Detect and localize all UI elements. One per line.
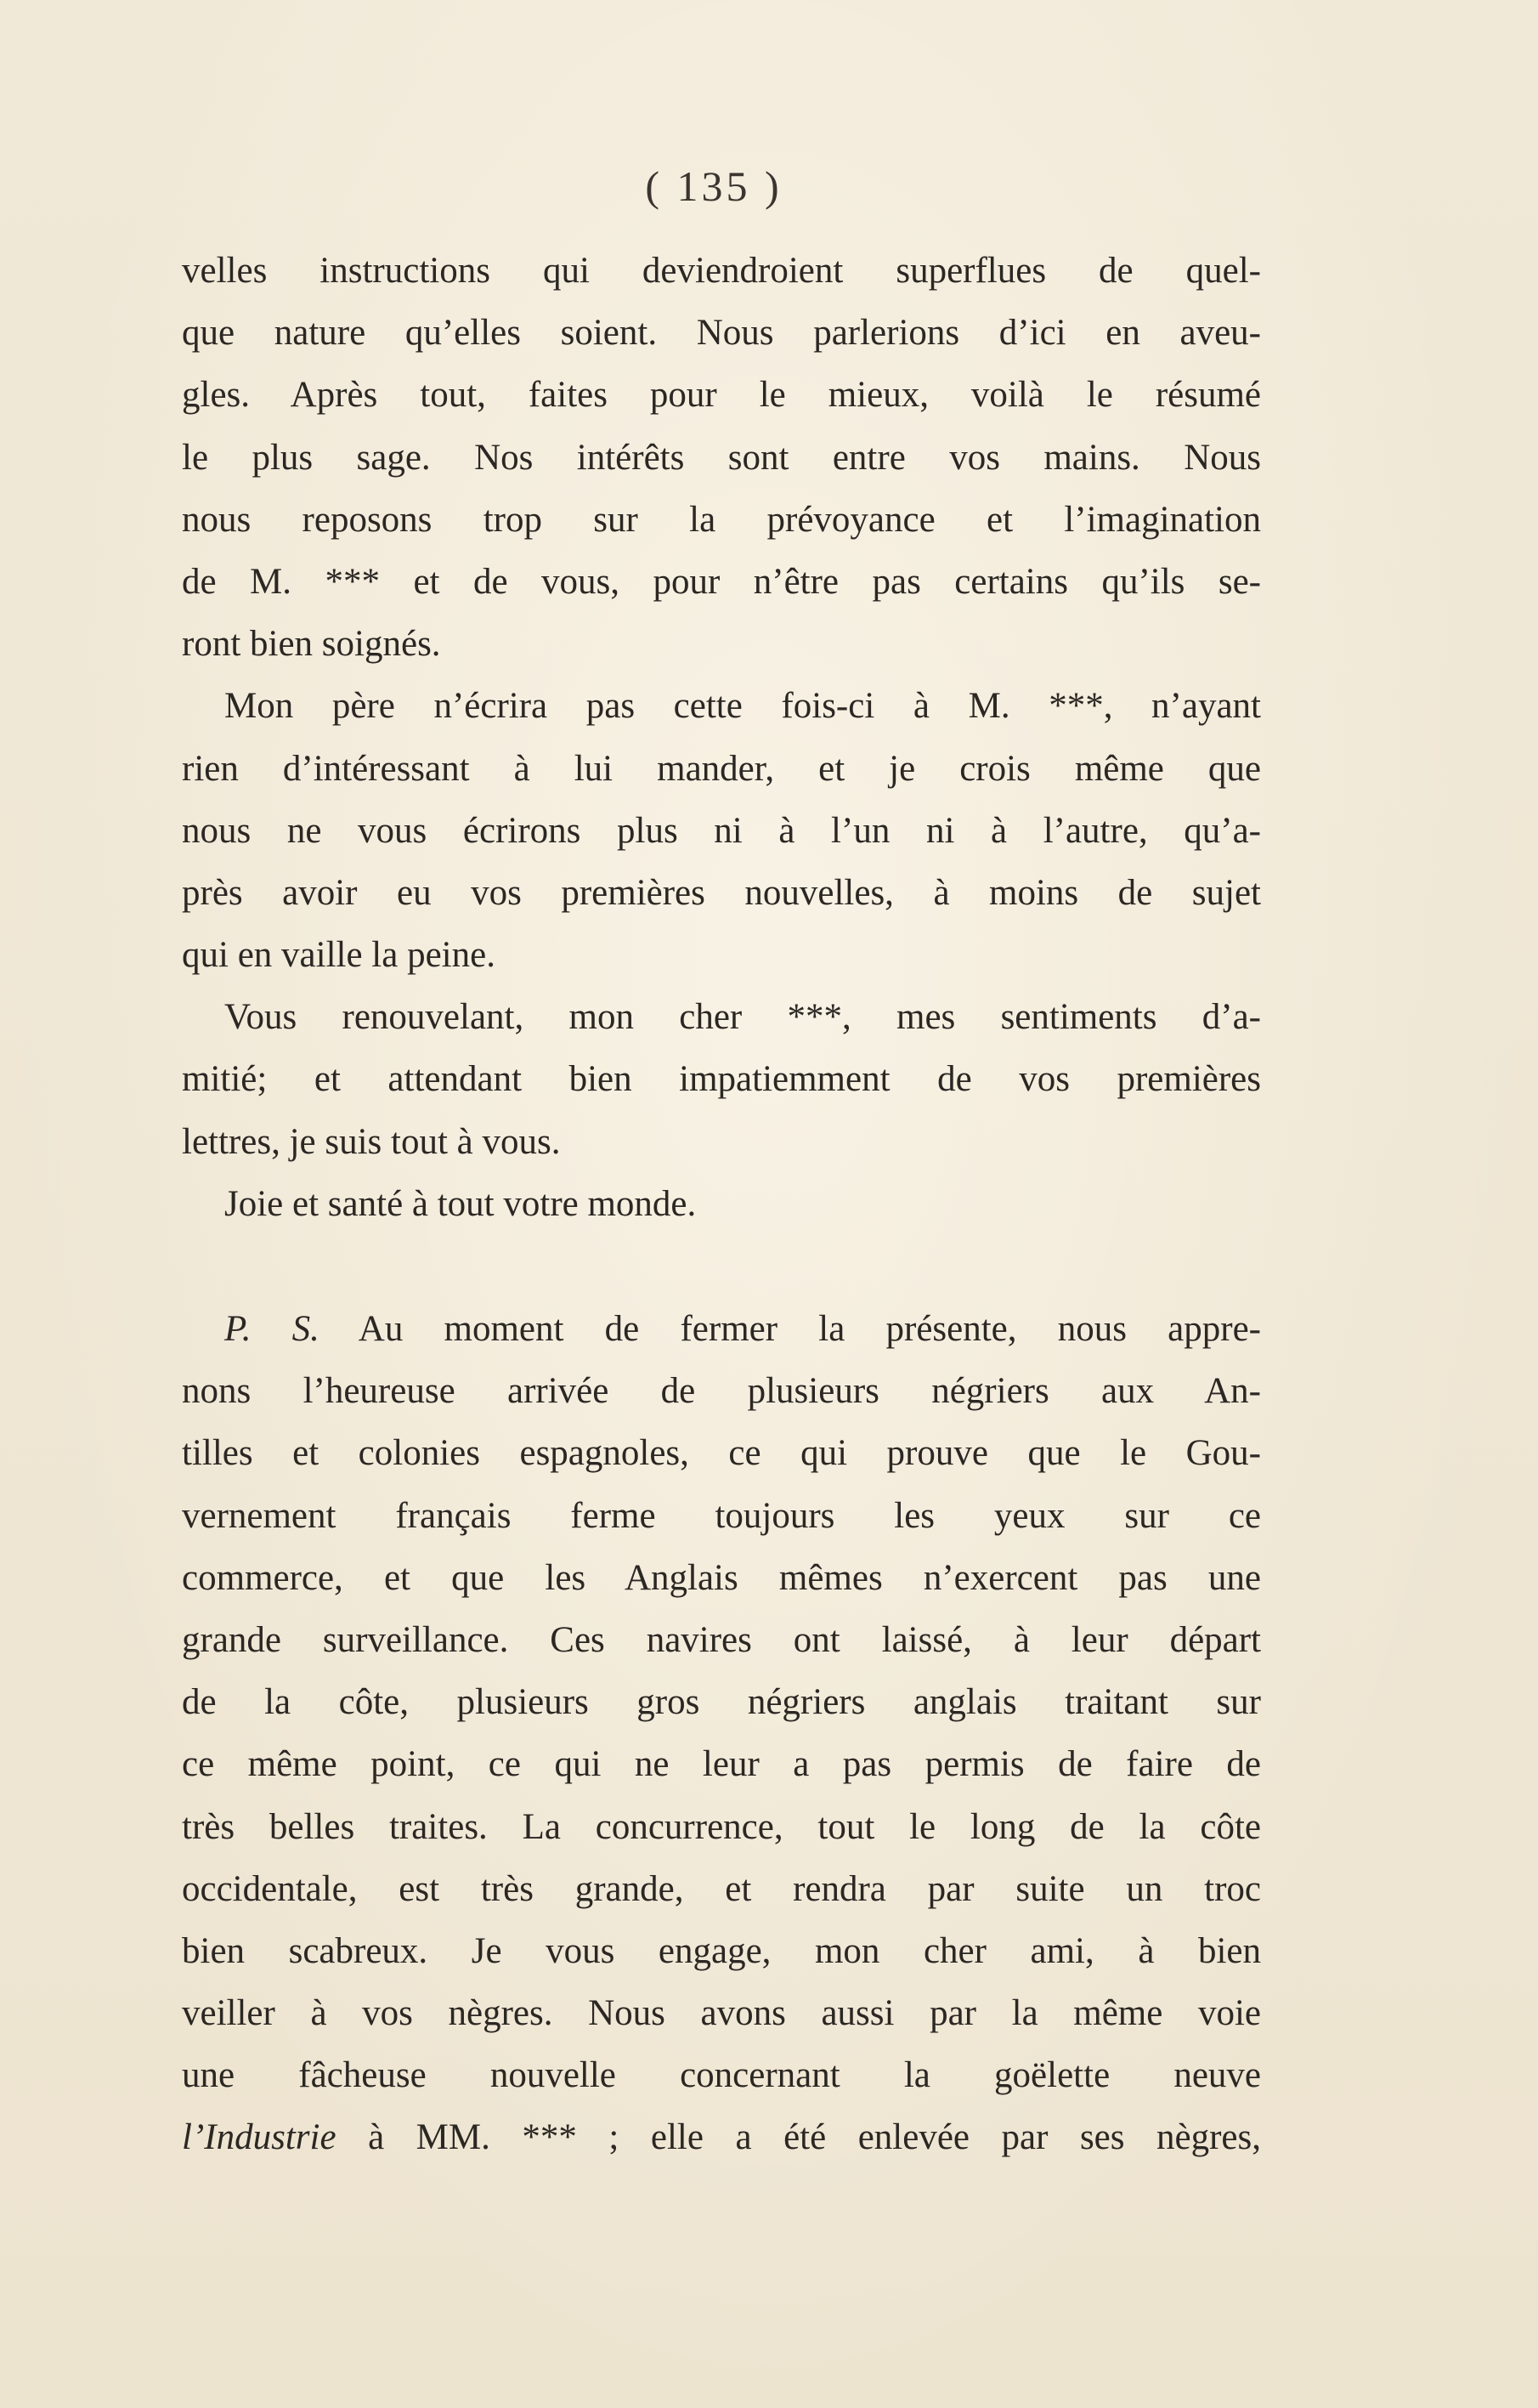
text-line <box>182 1298 1261 1360</box>
ship-name: l’Industrie <box>182 2117 336 2158</box>
text-line <box>182 2106 1261 2168</box>
text-line: le plus sage. Nos intérêts sont entre vos mains. Nous <box>182 437 1261 478</box>
text-line: gles. Après tout, faites pour le mieux, voilà le résumé <box>182 375 1261 416</box>
text-line: veiller à vos nègres. Nous avons aussi par la même voie <box>182 1993 1261 2034</box>
text-line: qui en vaille la peine. <box>182 935 495 976</box>
text-line: grande surveillance. Ces navires ont laissé, à leur départ <box>182 1619 1261 1660</box>
paragraph-father <box>182 675 1261 986</box>
paragraph-closing <box>182 986 1261 1173</box>
text-line: une fâcheuse nouvelle concernant la goëlette neuve <box>182 2055 1261 2096</box>
text-line: de la côte, plusieurs gros négriers anglais traitant sur <box>182 1682 1261 1723</box>
text-line: nons l’heureuse arrivée de plusieurs négriers aux An- <box>182 1371 1261 1412</box>
text-line: velles instructions qui deviendroient superflues de quel- <box>182 251 1261 291</box>
text-line: ront bien soignés. <box>182 624 441 665</box>
text-line: très belles traites. La concurrence, tout le long de la côte <box>182 1806 1261 1847</box>
spacer <box>182 1235 1261 1298</box>
text-line: que nature qu’elles soient. Nous parlerions d’ici en aveu- <box>182 313 1261 354</box>
postscript <box>182 1298 1261 2169</box>
text-line: Vous renouvelant, mon cher ***, mes sentiments d’a- <box>224 997 1261 1038</box>
text-line: nous ne vous écrirons plus ni à l’un ni à l’autre, qu’a- <box>182 810 1261 851</box>
text-line: Joie et santé à tout votre monde. <box>224 1183 697 1224</box>
ps-label: P. S. <box>224 1309 319 1349</box>
paragraph-greeting <box>182 1173 1261 1235</box>
text-line: mitié; et attendant bien impatiemment de vos premières <box>182 1059 1261 1100</box>
text-line: lettres, je suis tout à vous. <box>182 1121 561 1162</box>
page-number: ( 135 ) <box>645 162 783 210</box>
text-line: rien d’intéressant à lui mander, et je crois même que <box>182 748 1261 789</box>
text-line: commerce, et que les Anglais mêmes n’exercent pas une <box>182 1557 1261 1598</box>
text-line: Mon père n’écrira pas cette fois-ci à M. ***, n’ayant <box>224 686 1261 727</box>
text-line: nous reposons trop sur la prévoyance et l’imagination <box>182 499 1261 540</box>
text-line: tilles et colonies espagnoles, ce qui prouve que le Gou- <box>182 1433 1261 1474</box>
text-line: de M. *** et de vous, pour n’être pas certains qu’ils se- <box>182 561 1261 602</box>
text-line: ce même point, ce qui ne leur a pas permis de faire de <box>182 1744 1261 1785</box>
paragraph-continuation <box>182 240 1261 675</box>
letter-body <box>182 240 1261 2169</box>
text-line: près avoir eu vos premières nouvelles, à moins de sujet <box>182 872 1261 913</box>
text-line: bien scabreux. Je vous engage, mon cher ami, à bien <box>182 1930 1261 1971</box>
ps-last-line-rest: à MM. *** ; elle a été enlevée par ses nègres, <box>336 2117 1261 2158</box>
text-line: occidentale, est très grande, et rendra par suite un troc <box>182 1868 1261 1909</box>
ps-first-line: Au moment de fermer la présente, nous appre- <box>319 1309 1261 1349</box>
text-line: vernement français ferme toujours les yeux sur ce <box>182 1495 1261 1536</box>
